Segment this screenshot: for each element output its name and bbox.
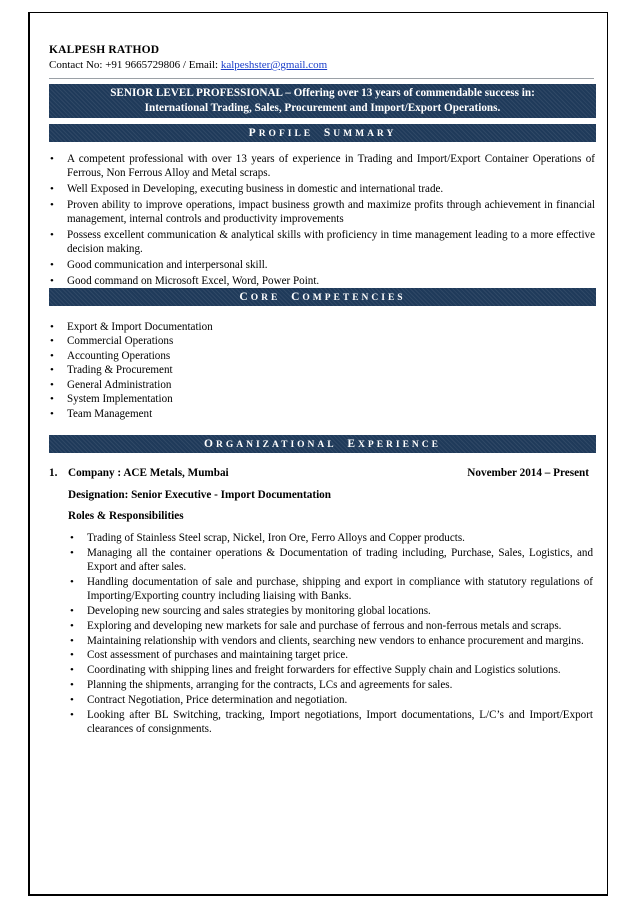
list-item: • Handling documentation of sale and purchase, shipping and export in compliance with statutory regulations of Importing/Exporting country including liaising with Banks. <box>87 575 593 604</box>
contact-line <box>49 59 327 71</box>
list-item: • A competent professional with over 13 years of experience in Trading and Import/Export Container Operations of Ferrous, Non Ferrous Alloy and Metal scraps. <box>67 152 595 181</box>
candidate-name: KALPESH RATHOD <box>49 44 160 56</box>
title-banner-line-2: International Trading, Sales, Procurement and Import/Export Operations. <box>144 102 501 114</box>
roles-list <box>87 531 593 737</box>
section-cap: E <box>347 438 359 450</box>
section-cap: P <box>248 127 259 139</box>
list-item: • Cost assessment of purchases and maintaining target price. <box>87 648 593 662</box>
section-word: RGANIZATIONAL <box>215 440 337 450</box>
contact-details: Contact No: +91 9665729806 / Email: <box>49 59 221 71</box>
list-item: • Trading & Procurement <box>67 363 367 377</box>
section-cap: C <box>239 291 251 303</box>
section-header-organizational-experience <box>49 435 596 453</box>
page-border <box>28 12 608 896</box>
list-item: • System Implementation <box>67 392 367 406</box>
profile-summary-list <box>67 152 595 290</box>
list-item: • General Administration <box>67 378 367 392</box>
job-number: 1. <box>49 467 58 479</box>
job-dates: November 2014 – Present <box>467 467 589 479</box>
section-word: ROFILE <box>258 129 314 139</box>
list-item: • Maintaining relationship with vendors and clients, searching new vendors to enhance procurement and margins. <box>87 634 593 648</box>
list-item: • Coordinating with shipping lines and freight forwarders for effective Supply chain and Logistics solutions. <box>87 663 593 677</box>
job-designation: Designation: Senior Executive - Import Documentation <box>68 489 331 501</box>
list-item: • Well Exposed in Developing, executing business in domestic and international trade. <box>67 182 595 196</box>
job-company: Company : ACE Metals, Mumbai <box>68 467 229 479</box>
list-item: • Contract Negotiation, Price determination and negotiation. <box>87 693 593 707</box>
section-cap: O <box>204 438 216 450</box>
list-item: • Looking after BL Switching, tracking, Import negotiations, Import documentations, L/C’s and Import/Export clearances of consignments. <box>87 708 593 737</box>
section-cap: C <box>291 291 303 303</box>
title-banner <box>49 84 596 118</box>
list-item: • Planning the shipments, arranging for the contracts, LCs and agreements for sales. <box>87 678 593 692</box>
section-cap: S <box>323 127 334 139</box>
roles-heading: Roles & Responsibilities <box>68 510 184 522</box>
list-item: • Exploring and developing new markets for sale and purchase of ferrous and non-ferrous metals and scraps. <box>87 619 593 633</box>
list-item: • Trading of Stainless Steel scrap, Nickel, Iron Ore, Ferro Alloys and Copper products. <box>87 531 593 545</box>
header-divider <box>49 78 594 79</box>
core-competencies-list <box>67 320 367 421</box>
section-word: OMPETENCIES <box>302 293 406 303</box>
title-banner-line-1: SENIOR LEVEL PROFESSIONAL – Offering over 13 years of commendable success in: <box>110 87 535 99</box>
section-word: XPERIENCE <box>358 440 441 450</box>
section-header-core-competencies <box>49 288 596 306</box>
list-item: • Managing all the container operations & Documentation of trading including, Purchase, Sales, Logistics, and Export and after sales. <box>87 546 593 575</box>
section-header-profile-summary <box>49 124 596 142</box>
list-item: • Good command on Microsoft Excel, Word, Power Point. <box>67 274 595 288</box>
list-item: • Accounting Operations <box>67 349 367 363</box>
section-word: ORE <box>250 293 281 303</box>
list-item: • Export & Import Documentation <box>67 320 367 334</box>
list-item: • Proven ability to improve operations, impact business growth and maximize profits through achievement in financial management, internal controls and productivity improvements <box>67 198 595 227</box>
list-item: • Developing new sourcing and sales strategies by monitoring global locations. <box>87 604 593 618</box>
list-item: • Team Management <box>67 407 367 421</box>
list-item: • Commercial Operations <box>67 334 367 348</box>
section-word: UMMARY <box>333 129 397 139</box>
email-link[interactable]: kalpeshster@gmail.com <box>220 59 328 71</box>
list-item: • Possess excellent communication & analytical skills with proficiency in time management leading to a more effective decision making. <box>67 228 595 257</box>
list-item: • Good communication and interpersonal skill. <box>67 258 595 272</box>
